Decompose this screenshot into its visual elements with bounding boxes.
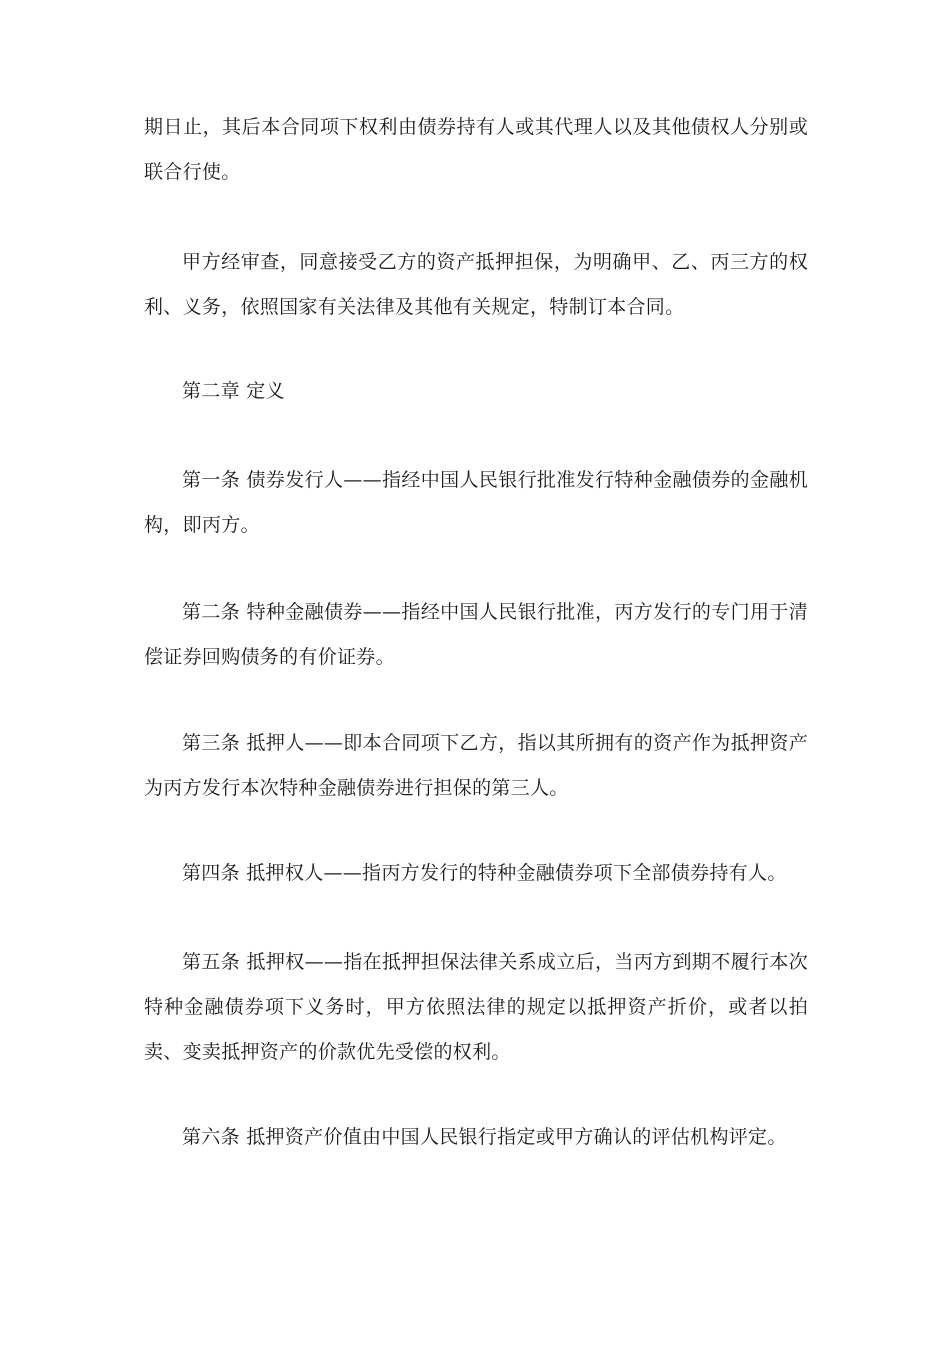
article-3: 第三条 抵押人——即本合同项下乙方，指以其所拥有的资产作为抵押资产为丙方发行本次特种金融债券进行担保的第三人。 <box>144 732 808 799</box>
paragraph-preamble: 甲方经审查，同意接受乙方的资产抵押担保，为明确甲、乙、丙三方的权利、义务，依照国家有关法律及其他有关规定，特制订本合同。 <box>144 251 808 318</box>
article-2: 第二条 特种金融债券——指经中国人民银行批准，丙方发行的专门用于清偿证券回购债务的有价证券。 <box>144 601 808 668</box>
article-6: 第六条 抵押资产价值由中国人民银行指定或甲方确认的评估机构评定。 <box>182 1126 787 1148</box>
article-1: 第一条 债券发行人——指经中国人民银行批准发行特种金融债券的金融机构，即丙方。 <box>144 469 808 536</box>
article-5: 第五条 抵押权——指在抵押担保法律关系成立后，当丙方到期不履行本次特种金融债券项下义务时，甲方依照法律的规定以抵押资产折价，或者以拍卖、变卖抵押资产的价款优先受偿的权利。 <box>144 951 808 1063</box>
chapter-heading: 第二章 定义 <box>182 380 285 402</box>
article-4: 第四条 抵押权人——指丙方发行的特种金融债券项下全部债券持有人。 <box>182 862 787 884</box>
paragraph-continuation: 期日止，其后本合同项下权利由债券持有人或其代理人以及其他债权人分别或联合行使。 <box>144 116 808 183</box>
